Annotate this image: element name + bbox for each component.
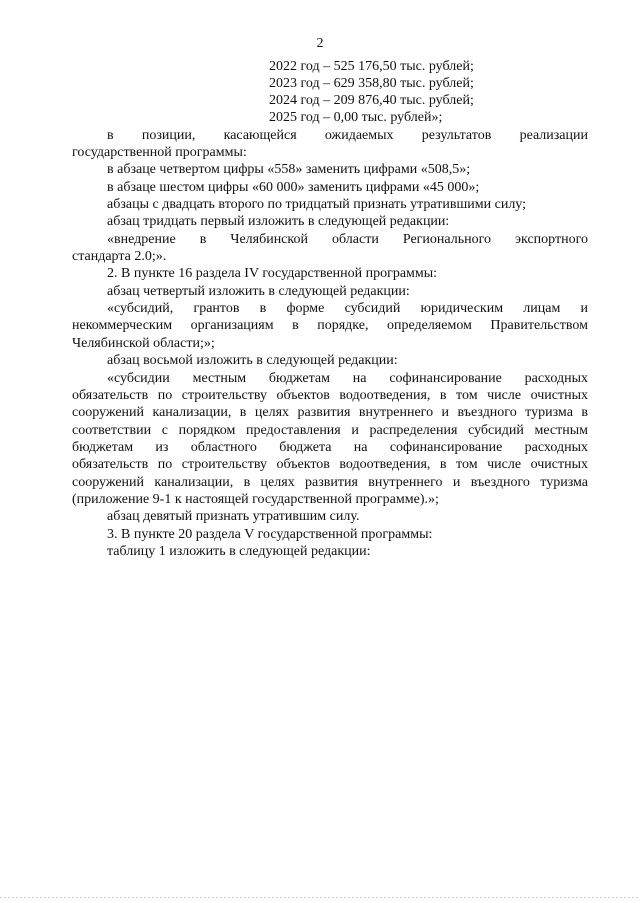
text-line: государственной программы: bbox=[72, 145, 247, 160]
text-line: 2025 год – 0,00 тыс. рублей»; bbox=[269, 110, 443, 125]
text-line: Челябинской области;»; bbox=[72, 336, 215, 351]
page-number: 2 bbox=[316, 36, 324, 51]
text-line: 2023 год – 629 358,80 тыс. рублей; bbox=[269, 76, 474, 91]
text-line: абзац тридцать первый изложить в следующей редакции: bbox=[107, 214, 450, 229]
text-line: 2022 год – 525 176,50 тыс. рублей; bbox=[269, 59, 474, 74]
text-line: бюджетам из областного бюджета на софинансирование расходных bbox=[72, 440, 588, 455]
text-line: «субсидий, грантов в форме субсидий юридическим лицам и bbox=[107, 301, 588, 316]
text-line: «субсидии местным бюджетам на софинансирование расходных bbox=[107, 371, 588, 386]
text-line: 2. В пункте 16 раздела IV государственной программы: bbox=[107, 266, 438, 281]
text-line: в позиции, касающейся ожидаемых результатов реализации bbox=[107, 128, 588, 143]
text-line: стандарта 2.0;». bbox=[72, 249, 167, 264]
text-line: сооружений канализации, в целях развития внутреннего и въездного туризма в bbox=[72, 405, 588, 420]
text-line: 2024 год – 209 876,40 тыс. рублей; bbox=[269, 93, 474, 108]
text-line: в абзаце шестом цифры «60 000» заменить цифрами «45 000»; bbox=[107, 180, 480, 195]
text-line: соответствии с порядком предоставления и распределения субсидий местным bbox=[72, 423, 588, 438]
text-line: обязательств по строительству объектов водоотведения, в том числе очистных bbox=[72, 457, 588, 472]
scan-edge-divider bbox=[0, 897, 640, 898]
text-line: абзац восьмой изложить в следующей редакции: bbox=[107, 353, 398, 368]
text-line: абзац девятый признать утратившим силу. bbox=[107, 509, 360, 524]
text-line: «внедрение в Челябинской области Регионального экспортного bbox=[107, 232, 588, 247]
text-line: таблицу 1 изложить в следующей редакции: bbox=[107, 544, 371, 559]
text-line: в абзаце четвертом цифры «558» заменить цифрами «508,5»; bbox=[107, 162, 471, 177]
text-line: абзацы с двадцать второго по тридцатый признать утратившими силу; bbox=[107, 197, 527, 212]
text-line: абзац четвертый изложить в следующей редакции: bbox=[107, 284, 410, 299]
text-line: (приложение 9-1 к настоящей государственной программе).»; bbox=[72, 492, 439, 507]
text-line: 3. В пункте 20 раздела V государственной программы: bbox=[107, 527, 433, 542]
text-line: сооружений канализации, в целях развития внутреннего и въездного туризма bbox=[72, 475, 588, 490]
text-line: некоммерческим организациям в порядке, определяемом Правительством bbox=[72, 318, 588, 333]
text-line: обязательств по строительству объектов водоотведения, в том числе очистных bbox=[72, 388, 588, 403]
